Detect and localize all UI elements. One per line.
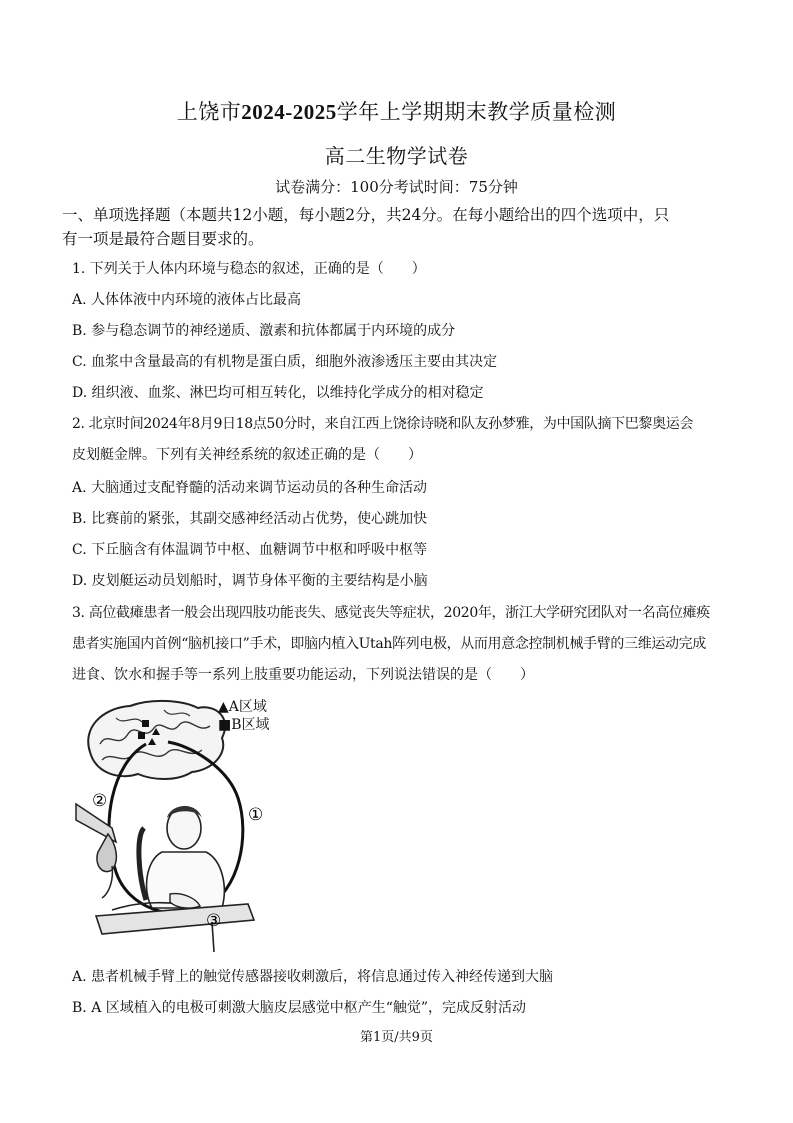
title-suffix: 学年上学期期末教学质量检测: [336, 100, 617, 124]
exam-title: [0, 96, 793, 126]
section-instruction-line1: 一、单项选择题（本题共12小题，每小题2分，共24分。在每小题给出的四个选项中，只: [62, 206, 670, 224]
q1-option-c: C. 血浆中含量最高的有机物是蛋白质，细胞外液渗透压主要由其决定: [72, 354, 498, 370]
q1-option-a: A. 人体体液中内环境的液体占比最高: [72, 292, 302, 308]
brain-icon: [88, 701, 225, 779]
title-city: 上饶市: [176, 100, 242, 124]
label-circle-1: ①: [248, 805, 264, 825]
q1-option-d: D. 组织液、血浆、淋巴均可相互转化，以维持化学成分的相对稳定: [72, 385, 484, 401]
exam-info: 试卷满分：100分考试时间：75分钟: [275, 178, 518, 196]
q1-option-b: B. 参与稳态调节的神经递质、激素和抗体都属于内环境的成分: [72, 323, 456, 339]
brain-computer-interface-figure: [72, 694, 282, 954]
q3-stem-line3: 进食、饮水和握手等一系列上肢重要功能运动，下列说法错误的是（ ）: [72, 667, 534, 683]
q2-option-d: D. 皮划艇运动员划船时，调节身体平衡的主要结构是小脑: [72, 573, 428, 589]
q3-option-a: A. 患者机械手臂上的触觉传感器接收刺激后，将信息通过传入神经传递到大脑: [72, 969, 554, 985]
page-footer: 第1页/共9页: [360, 1030, 433, 1045]
exam-subtitle: 高二生物学试卷: [324, 144, 469, 168]
label-circle-3: ③: [206, 911, 222, 931]
section-instruction-line2: 有一项是最符合题目要求的。: [62, 230, 264, 248]
q3-option-b: B. A 区域植入的电极可刺激大脑皮层感觉中枢产生“触觉”，完成反射活动: [72, 1000, 527, 1016]
q3-stem-line1: 3. 高位截瘫患者一般会出现四肢功能丧失、感觉丧失等症状，2020年，浙江大学研究团队对一名高位瘫痪: [72, 605, 710, 621]
q2-option-b: B. 比赛前的紧张，其副交感神经活动占优势，使心跳加快: [72, 511, 428, 527]
q2-stem-line1: 2. 北京时间2024年8月9日18点50分时，来自江西上饶徐诗晓和队友孙梦雅，为中国队摘下巴黎奥运会: [72, 416, 694, 432]
q3-stem-line2: 患者实施国内首例“脑机接口”手术，即脑内植入Utah阵列电极，从而用意念控制机械手臂的三维运动完成: [72, 636, 706, 652]
title-years: 2024-2025: [241, 100, 337, 124]
electrode-b-square-icon: [138, 732, 145, 739]
legend-a-region: ▲A区域: [218, 699, 267, 715]
q2-option-c: C. 下丘脑含有体温调节中枢、血糖调节中枢和呼吸中枢等: [72, 542, 428, 558]
label-circle-2: ②: [92, 791, 108, 811]
q1-stem: 1. 下列关于人体内环境与稳态的叙述，正确的是（ ）: [72, 261, 426, 277]
legend-b-region: ■B区域: [218, 717, 270, 733]
q2-option-a: A. 大脑通过支配脊髓的活动来调节运动员的各种生命活动: [72, 480, 428, 496]
electrode-b-square-icon: [142, 720, 149, 727]
q2-stem-line2: 皮划艇金牌。下列有关神经系统的叙述正确的是（ ）: [72, 447, 422, 463]
